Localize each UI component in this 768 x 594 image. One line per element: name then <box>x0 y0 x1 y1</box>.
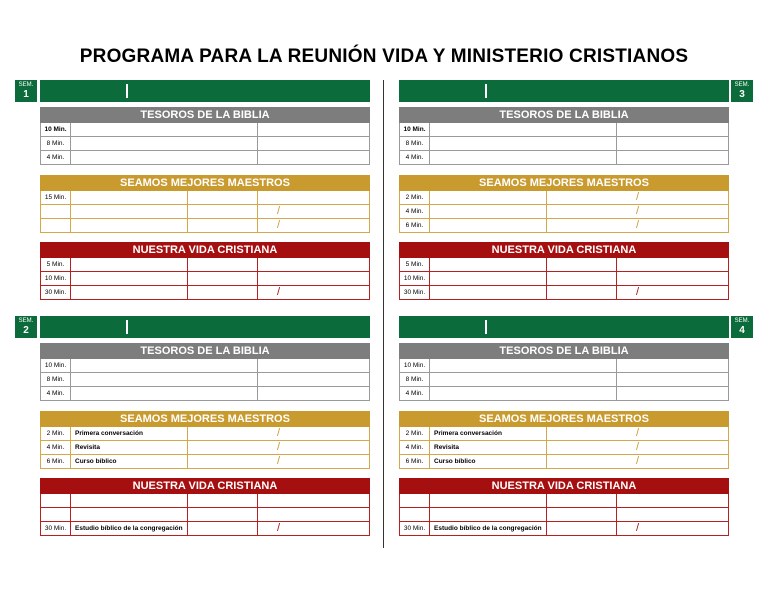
minutes-label: 2 Min. <box>400 427 430 440</box>
table-row[interactable] <box>40 522 370 536</box>
section-header-tesoros: TESOROS DE LA BIBLIA <box>40 343 370 359</box>
table-row[interactable] <box>40 137 370 151</box>
minutes-label: 8 Min. <box>41 373 71 386</box>
table-row[interactable] <box>40 272 370 286</box>
slash-mark: / <box>277 286 281 298</box>
minutes-label: 4 Min. <box>400 387 430 400</box>
table-row[interactable] <box>399 508 729 522</box>
table-row[interactable] <box>399 427 729 441</box>
table-row[interactable] <box>399 151 729 165</box>
section-header-vida: NUESTRA VIDA CRISTIANA <box>399 242 729 258</box>
table-row[interactable] <box>40 205 370 219</box>
section-tesoros <box>399 107 729 165</box>
column-divider <box>616 286 617 299</box>
table-row[interactable] <box>40 508 370 522</box>
column-divider <box>616 387 617 400</box>
table-row[interactable] <box>399 219 729 233</box>
minutes-label: 4 Min. <box>41 151 71 164</box>
column-divider <box>257 258 258 271</box>
week-bar-marker <box>126 320 128 334</box>
table-row[interactable] <box>399 205 729 219</box>
table-row[interactable] <box>399 522 729 536</box>
section-header-maestros: SEAMOS MEJORES MAESTROS <box>399 175 729 191</box>
minutes-label: 6 Min. <box>41 455 71 468</box>
minutes-label: 8 Min. <box>400 373 430 386</box>
column-divider <box>257 522 258 535</box>
table-row[interactable] <box>40 219 370 233</box>
minutes-label: 5 Min. <box>41 258 71 271</box>
slash-mark: / <box>636 441 640 453</box>
week-badge-label: SEM. <box>18 318 34 324</box>
page-title: PROGRAMA PARA LA REUNIÓN VIDA Y MINISTERIO CRISTIANOS <box>79 46 689 67</box>
week-number-badge <box>731 316 753 338</box>
minutes-label: 10 Min. <box>41 272 71 285</box>
section-maestros <box>399 411 729 469</box>
table-row[interactable] <box>40 387 370 401</box>
minutes-label: 4 Min. <box>41 387 71 400</box>
part-title: Estudio bíblico de la congregación <box>75 525 183 532</box>
section-header-vida: NUESTRA VIDA CRISTIANA <box>399 478 729 494</box>
minutes-label <box>41 219 71 232</box>
minutes-label: 10 Min. <box>41 359 71 372</box>
table-row[interactable] <box>40 441 370 455</box>
column-divider <box>616 272 617 285</box>
column-divider <box>546 272 547 285</box>
minutes-label: 6 Min. <box>400 455 430 468</box>
minutes-label <box>400 508 430 521</box>
table-row[interactable] <box>399 272 729 286</box>
week-bar-marker <box>126 84 128 98</box>
section-header-tesoros: TESOROS DE LA BIBLIA <box>40 107 370 123</box>
slash-mark: / <box>636 219 640 231</box>
column-divider <box>616 373 617 386</box>
table-row[interactable] <box>40 373 370 387</box>
column-divider <box>546 455 547 468</box>
column-divider <box>546 205 547 218</box>
table-row[interactable] <box>399 455 729 469</box>
table-row[interactable] <box>399 191 729 205</box>
week-number: 2 <box>23 325 29 336</box>
week-header-bar[interactable] <box>40 316 370 338</box>
week-number-badge <box>15 316 37 338</box>
week-header-bar[interactable] <box>399 316 729 338</box>
section-header-vida: NUESTRA VIDA CRISTIANA <box>40 478 370 494</box>
week-number-badge <box>15 80 37 102</box>
slash-mark: / <box>277 522 281 534</box>
table-row[interactable] <box>40 359 370 373</box>
minutes-label <box>400 494 430 507</box>
column-divider <box>546 191 547 204</box>
column-divider <box>187 441 188 454</box>
column-divider <box>257 205 258 218</box>
column-divider <box>616 508 617 521</box>
column-divider <box>187 219 188 232</box>
section-maestros <box>40 411 370 469</box>
column-divider <box>257 286 258 299</box>
minutes-label: 30 Min. <box>400 286 430 299</box>
week-badge-label: SEM. <box>734 82 750 88</box>
section-maestros <box>40 175 370 233</box>
column-divider <box>187 286 188 299</box>
column-divider <box>257 387 258 400</box>
section-vida <box>399 242 729 300</box>
column-divider <box>616 522 617 535</box>
table-row[interactable] <box>399 258 729 272</box>
section-tesoros <box>40 343 370 401</box>
section-tesoros <box>399 343 729 401</box>
column-divider <box>187 191 188 204</box>
table-row[interactable] <box>399 494 729 508</box>
column-divider <box>257 494 258 507</box>
column-divider <box>546 219 547 232</box>
section-header-maestros: SEAMOS MEJORES MAESTROS <box>40 175 370 191</box>
center-divider <box>383 80 384 548</box>
column-divider <box>616 151 617 164</box>
column-divider <box>257 272 258 285</box>
slash-mark: / <box>277 205 281 217</box>
column-divider <box>546 441 547 454</box>
slash-mark: / <box>277 427 281 439</box>
table-row[interactable] <box>40 455 370 469</box>
column-divider <box>616 359 617 372</box>
table-row[interactable] <box>399 286 729 300</box>
week-badge-label: SEM. <box>18 82 34 88</box>
column-divider <box>187 258 188 271</box>
column-divider <box>546 494 547 507</box>
slash-mark: / <box>636 205 640 217</box>
section-header-vida: NUESTRA VIDA CRISTIANA <box>40 242 370 258</box>
slash-mark: / <box>636 427 640 439</box>
column-divider <box>546 508 547 521</box>
part-title: Curso bíblico <box>434 458 476 465</box>
slash-mark: / <box>636 522 640 534</box>
table-row[interactable] <box>40 258 370 272</box>
minutes-label <box>41 494 71 507</box>
table-row[interactable] <box>399 359 729 373</box>
minutes-label: 30 Min. <box>41 286 71 299</box>
column-divider <box>546 427 547 440</box>
week-bar-marker <box>485 84 487 98</box>
part-title: Primera conversación <box>434 430 502 437</box>
part-title: Curso bíblico <box>75 458 117 465</box>
week-header-bar[interactable] <box>399 80 729 102</box>
column-divider <box>616 123 617 136</box>
slash-mark: / <box>277 441 281 453</box>
slash-mark: / <box>277 219 281 231</box>
minutes-label: 30 Min. <box>400 522 430 535</box>
part-title: Estudio bíblico de la congregación <box>434 525 542 532</box>
section-vida <box>40 478 370 536</box>
minutes-label: 4 Min. <box>400 151 430 164</box>
table-row[interactable] <box>399 441 729 455</box>
minutes-label: 6 Min. <box>400 219 430 232</box>
week-number: 3 <box>739 89 745 100</box>
column-divider <box>257 151 258 164</box>
minutes-label: 4 Min. <box>41 441 71 454</box>
minutes-label: 10 Min. <box>400 272 430 285</box>
column-divider <box>616 258 617 271</box>
minutes-label: 8 Min. <box>41 137 71 150</box>
column-divider <box>257 508 258 521</box>
week-number: 1 <box>23 89 29 100</box>
minutes-label: 30 Min. <box>41 522 71 535</box>
table-row[interactable] <box>399 387 729 401</box>
column-divider <box>546 286 547 299</box>
column-divider <box>187 272 188 285</box>
slash-mark: / <box>636 455 640 467</box>
part-title: Revisita <box>75 444 100 451</box>
minutes-label: 15 Min. <box>41 191 71 204</box>
column-divider <box>187 522 188 535</box>
table-row[interactable] <box>399 123 729 137</box>
column-divider <box>187 508 188 521</box>
table-row[interactable] <box>399 373 729 387</box>
column-divider <box>257 373 258 386</box>
column-divider <box>616 494 617 507</box>
minutes-label <box>41 205 71 218</box>
week-header-bar[interactable] <box>40 80 370 102</box>
section-header-tesoros: TESOROS DE LA BIBLIA <box>399 343 729 359</box>
minutes-label: 8 Min. <box>400 137 430 150</box>
section-vida <box>40 242 370 300</box>
table-row[interactable] <box>40 123 370 137</box>
minutes-label: 2 Min. <box>41 427 71 440</box>
slash-mark: / <box>277 455 281 467</box>
table-row[interactable] <box>40 191 370 205</box>
column-divider <box>257 359 258 372</box>
section-vida <box>399 478 729 536</box>
minutes-label <box>41 508 71 521</box>
week-number-badge <box>731 80 753 102</box>
week-bar-marker <box>485 320 487 334</box>
minutes-label: 10 Min. <box>400 359 430 372</box>
minutes-label: 10 Min. <box>41 123 71 136</box>
column-divider <box>546 258 547 271</box>
column-divider <box>257 191 258 204</box>
section-tesoros <box>40 107 370 165</box>
table-row[interactable] <box>399 137 729 151</box>
section-header-maestros: SEAMOS MEJORES MAESTROS <box>399 411 729 427</box>
week-badge-label: SEM. <box>734 318 750 324</box>
table-row[interactable] <box>40 151 370 165</box>
column-divider <box>257 123 258 136</box>
column-divider <box>616 137 617 150</box>
minutes-label: 5 Min. <box>400 258 430 271</box>
section-header-tesoros: TESOROS DE LA BIBLIA <box>399 107 729 123</box>
column-divider <box>257 219 258 232</box>
part-title: Primera conversación <box>75 430 143 437</box>
column-divider <box>187 494 188 507</box>
column-divider <box>257 137 258 150</box>
minutes-label: 2 Min. <box>400 191 430 204</box>
column-divider <box>187 455 188 468</box>
column-divider <box>187 205 188 218</box>
table-row[interactable] <box>40 286 370 300</box>
section-header-maestros: SEAMOS MEJORES MAESTROS <box>40 411 370 427</box>
table-row[interactable] <box>40 494 370 508</box>
table-row[interactable] <box>40 427 370 441</box>
slash-mark: / <box>636 191 640 203</box>
week-number: 4 <box>739 325 745 336</box>
column-divider <box>187 427 188 440</box>
minutes-label: 4 Min. <box>400 205 430 218</box>
minutes-label: 10 Min. <box>400 123 430 136</box>
part-title: Revisita <box>434 444 459 451</box>
column-divider <box>546 522 547 535</box>
section-maestros <box>399 175 729 233</box>
slash-mark: / <box>636 286 640 298</box>
minutes-label: 4 Min. <box>400 441 430 454</box>
